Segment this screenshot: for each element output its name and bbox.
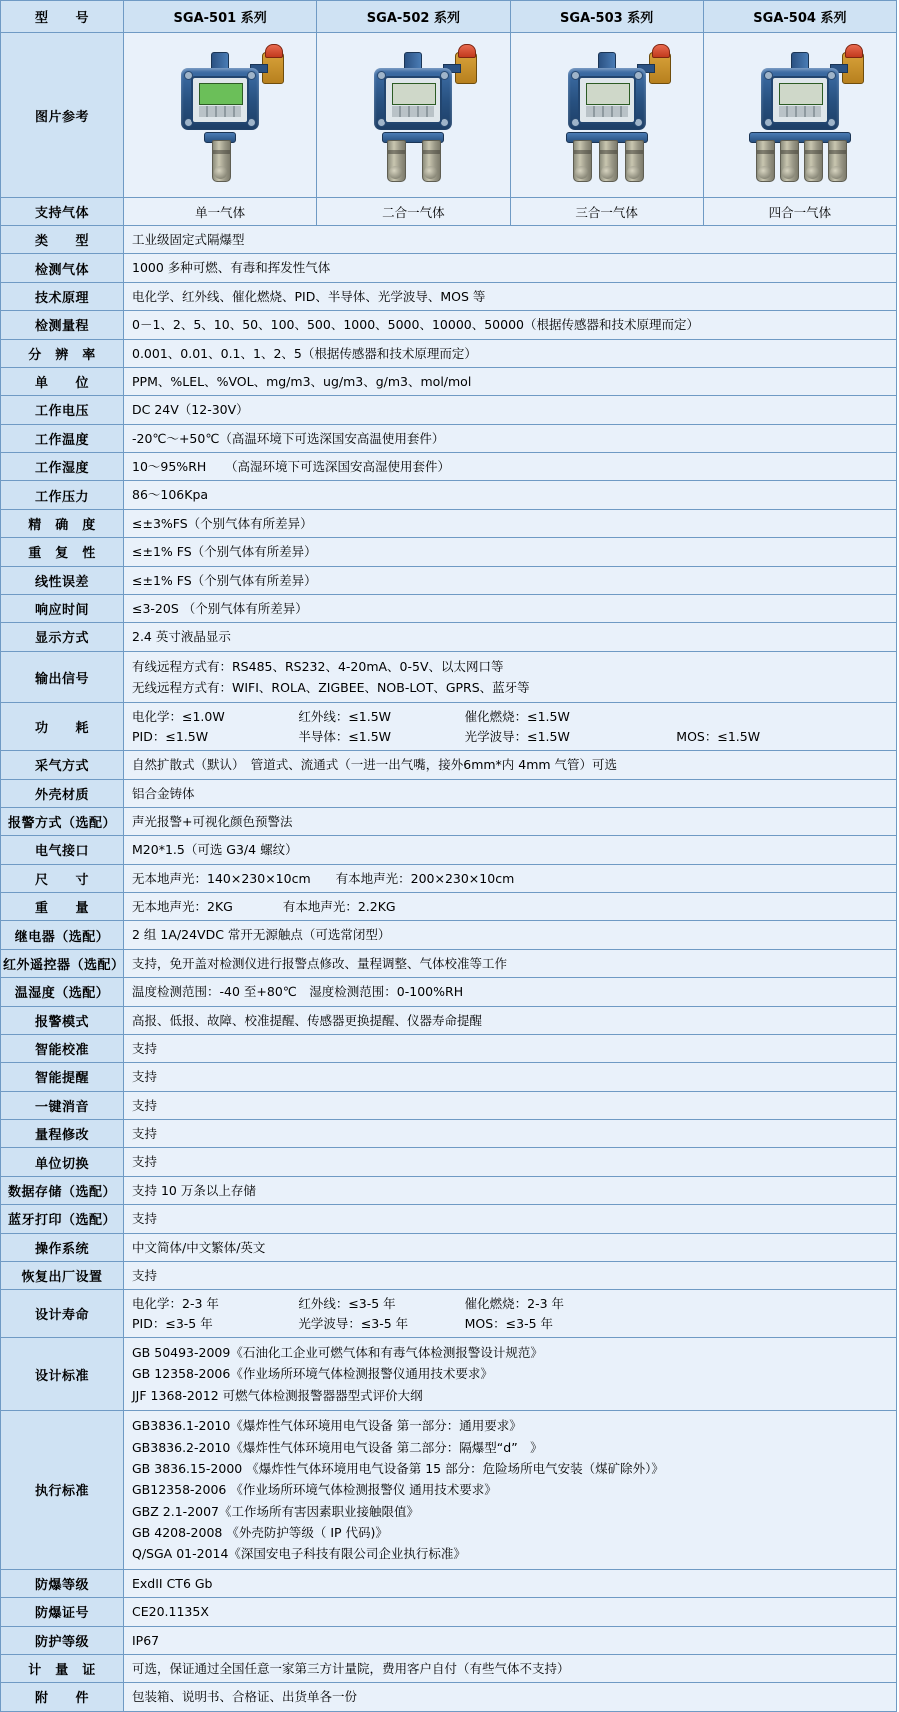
- spec-label: 温湿度（选配）: [1, 978, 124, 1006]
- supported-gas-3: 三合一气体: [510, 198, 703, 226]
- spec-row: [1, 594, 897, 622]
- spec-label: 检测量程: [1, 311, 124, 339]
- spec-label: 智能校准: [1, 1034, 124, 1062]
- life-item: 催化燃烧：2-3 年: [464, 1296, 565, 1312]
- design-standard-value: [124, 1338, 897, 1411]
- spec-value: 支持: [124, 1091, 897, 1119]
- spec-row: [1, 1205, 897, 1233]
- spec-label: 计 量 证: [1, 1654, 124, 1682]
- power-value: [124, 703, 897, 751]
- detector-illustration-1: [140, 40, 300, 190]
- spec-value: 2.4 英寸液晶显示: [124, 623, 897, 651]
- spec-value: 包装箱、说明书、合格证、出货单各一份: [124, 1683, 897, 1711]
- spec-value: 无本地声光：140×230×10cm 有本地声光：200×230×10cm: [124, 864, 897, 892]
- spec-row: [1, 1006, 897, 1034]
- spec-label: 红外遥控器（选配）: [1, 949, 124, 977]
- spec-row: [1, 311, 897, 339]
- product-image-3: [510, 33, 703, 198]
- spec-value: 高报、低报、故障、校准提醒、传感器更换提醒、仪器寿命提醒: [124, 1006, 897, 1034]
- spec-value: 铝合金铸体: [124, 779, 897, 807]
- spec-label: 报警模式: [1, 1006, 124, 1034]
- power-item: PID：≤1.5W: [132, 728, 209, 744]
- life-item: 红外线：≤3-5 年: [298, 1296, 396, 1312]
- spec-value: ≤±1% FS（个别气体有所差异）: [124, 538, 897, 566]
- image-row: [1, 33, 897, 198]
- spec-row: [1, 226, 897, 254]
- spec-label: 防爆证号: [1, 1598, 124, 1626]
- power-item: MOS：≤1.5W: [676, 728, 761, 744]
- spec-label: 分 辨 率: [1, 339, 124, 367]
- spec-label: 外壳材质: [1, 779, 124, 807]
- standard-line: GB 12358-2006《作业场所环境气体检测报警仪通用技术要求》: [132, 1366, 493, 1382]
- life-item: 电化学：2-3 年: [132, 1296, 219, 1312]
- spec-row: [1, 453, 897, 481]
- spec-label: 操作系统: [1, 1233, 124, 1261]
- spec-value: 0－1、2、5、10、50、100、500、1000、5000、10000、50000（根据传感器和技术原理而定）: [124, 311, 897, 339]
- spec-label: 工作压力: [1, 481, 124, 509]
- spec-label: 防护等级: [1, 1626, 124, 1654]
- supported-gas-row: [1, 198, 897, 226]
- spec-label: 工作温度: [1, 424, 124, 452]
- spec-label: 类 型: [1, 226, 124, 254]
- spec-label: 尺 寸: [1, 864, 124, 892]
- spec-value: CE20.1135X: [124, 1598, 897, 1626]
- spec-label: 电气接口: [1, 836, 124, 864]
- spec-row: [1, 623, 897, 651]
- spec-row: [1, 1626, 897, 1654]
- spec-value: ≤±3%FS（个别气体有所差异）: [124, 509, 897, 537]
- life-item: PID：≤3-5 年: [132, 1315, 213, 1331]
- supported-gas-2: 二合一气体: [317, 198, 510, 226]
- spec-row: [1, 1654, 897, 1682]
- power-row: [1, 703, 897, 751]
- output-line-wired: 有线远程方式有：RS485、RS232、4-20mA、0-5V、以太网口等: [132, 658, 504, 674]
- spec-value: 2 组 1A/24VDC 常开无源触点（可选常闭型）: [124, 921, 897, 949]
- spec-row: [1, 949, 897, 977]
- spec-label: 检测气体: [1, 254, 124, 282]
- power-item: 催化燃烧：≤1.5W: [464, 709, 570, 725]
- spec-label: 线性误差: [1, 566, 124, 594]
- spec-value: DC 24V（12-30V）: [124, 396, 897, 424]
- supported-gas-1: 单一气体: [124, 198, 317, 226]
- spec-row: [1, 1063, 897, 1091]
- standard-line: GB 3836.15-2000 《爆炸性气体环境用电气设备第 15 部分：危险场所电气安装（煤矿除外）》: [132, 1460, 664, 1476]
- detector-illustration-4: [720, 40, 880, 190]
- spec-label: 防爆等级: [1, 1569, 124, 1597]
- spec-label: 技术原理: [1, 282, 124, 310]
- design-life-value: [124, 1290, 897, 1338]
- spec-row: [1, 424, 897, 452]
- spec-row: [1, 1091, 897, 1119]
- spec-value: 可选，保证通过全国任意一家第三方计量院，费用客户自付（有些气体不支持）: [124, 1654, 897, 1682]
- spec-value: 电化学、红外线、催化燃烧、PID、半导体、光学波导、MOS 等: [124, 282, 897, 310]
- spec-label: 单位切换: [1, 1148, 124, 1176]
- spec-row: [1, 566, 897, 594]
- standard-line: GB 50493-2009《石油化工企业可燃气体和有毒气体检测报警设计规范》: [132, 1345, 543, 1360]
- detector-illustration-3: [527, 40, 687, 190]
- execution-standard-label: 执行标准: [1, 1411, 124, 1570]
- execution-standard-row: [1, 1411, 897, 1570]
- spec-row: [1, 1120, 897, 1148]
- standard-line: GBZ 2.1-2007《工作场所有害因素职业接触限值》: [132, 1503, 420, 1519]
- spec-value: 自然扩散式（默认） 管道式、流通式（一进一出气嘴，接外6mm*内 4mm 气管）可选: [124, 751, 897, 779]
- spec-value: 支持 10 万条以上存储: [124, 1176, 897, 1204]
- spec-row: [1, 1233, 897, 1261]
- design-life-label: 设计寿命: [1, 1290, 124, 1338]
- design-life-row: [1, 1290, 897, 1338]
- power-item: 红外线：≤1.5W: [298, 709, 392, 725]
- spec-row: [1, 1176, 897, 1204]
- design-standard-label: 设计标准: [1, 1338, 124, 1411]
- spec-row: [1, 396, 897, 424]
- spec-label: 报警方式（选配）: [1, 807, 124, 835]
- table-header-row: [1, 1, 897, 33]
- spec-row: [1, 864, 897, 892]
- spec-row: [1, 893, 897, 921]
- spec-value: 86～106Kpa: [124, 481, 897, 509]
- standard-line: GB3836.1-2010《爆炸性气体环境用电气设备 第一部分：通用要求》: [132, 1418, 522, 1434]
- spec-row: [1, 836, 897, 864]
- life-item: MOS：≤3-5 年: [464, 1315, 554, 1331]
- spec-row: [1, 1261, 897, 1289]
- product-image-4: [703, 33, 896, 198]
- spec-row: [1, 254, 897, 282]
- life-item: 光学波导：≤3-5 年: [298, 1315, 409, 1331]
- spec-value: 中文简体/中文繁体/英文: [124, 1233, 897, 1261]
- spec-value: 支持: [124, 1148, 897, 1176]
- product-image-1: [124, 33, 317, 198]
- power-item: [676, 707, 888, 726]
- output-signal-row: [1, 651, 897, 703]
- design-standard-row: [1, 1338, 897, 1411]
- output-line-wireless: 无线远程方式有：WIFI、ROLA、ZIGBEE、NOB-LOT、GPRS、蓝牙等: [132, 680, 530, 695]
- spec-value: 支持: [124, 1063, 897, 1091]
- model-header-4: SGA-504 系列: [703, 1, 896, 33]
- spec-value: 声光报警+可视化颜色预警法: [124, 807, 897, 835]
- execution-standard-value: [124, 1411, 897, 1570]
- spec-label: 附 件: [1, 1683, 124, 1711]
- spec-row: [1, 1598, 897, 1626]
- spec-row: [1, 509, 897, 537]
- detector-illustration-2: [333, 40, 493, 190]
- standard-line: JJF 1368-2012 可燃气体检测报警器器型式评价大纲: [132, 1387, 423, 1403]
- spec-label: 采气方式: [1, 751, 124, 779]
- spec-label: 工作电压: [1, 396, 124, 424]
- spec-row: [1, 1148, 897, 1176]
- spec-row: [1, 339, 897, 367]
- spec-value: 支持: [124, 1034, 897, 1062]
- spec-value: ExdII CT6 Gb: [124, 1569, 897, 1597]
- spec-row: [1, 1683, 897, 1711]
- model-header-1: SGA-501 系列: [124, 1, 317, 33]
- product-image-2: [317, 33, 510, 198]
- standard-line: Q/SGA 01-2014《深国安电子科技有限公司企业执行标准》: [132, 1546, 466, 1562]
- standard-line: GB3836.2-2010《爆炸性气体环境用电气设备 第二部分：隔爆型“d” 》: [132, 1439, 543, 1455]
- spec-value: ≤±1% FS（个别气体有所差异）: [124, 566, 897, 594]
- spec-value: 支持: [124, 1205, 897, 1233]
- spec-value: -20℃～+50℃（高温环境下可选深国安高温使用套件）: [124, 424, 897, 452]
- spec-value: M20*1.5（可选 G3/4 螺纹）: [124, 836, 897, 864]
- power-item: 半导体：≤1.5W: [298, 728, 392, 744]
- spec-row: [1, 978, 897, 1006]
- spec-label: 单 位: [1, 367, 124, 395]
- spec-label: 重 复 性: [1, 538, 124, 566]
- spec-value: 支持: [124, 1120, 897, 1148]
- spec-row: [1, 779, 897, 807]
- spec-value: IP67: [124, 1626, 897, 1654]
- spec-label: 恢复出厂设置: [1, 1261, 124, 1289]
- spec-value: PPM、%LEL、%VOL、mg/m3、ug/m3、g/m3、mol/mol: [124, 367, 897, 395]
- spec-value: 支持: [124, 1261, 897, 1289]
- spec-value: 1000 多种可燃、有毒和挥发性气体: [124, 254, 897, 282]
- supported-gas-4: 四合一气体: [703, 198, 896, 226]
- spec-label: 显示方式: [1, 623, 124, 651]
- spec-value: 温度检测范围：-40 至+80℃ 湿度检测范围：0-100%RH: [124, 978, 897, 1006]
- spec-row: [1, 538, 897, 566]
- spec-row: [1, 921, 897, 949]
- supported-gas-label: 支持气体: [1, 198, 124, 226]
- power-item: 电化学：≤1.0W: [132, 709, 225, 725]
- spec-row: [1, 807, 897, 835]
- spec-row: [1, 481, 897, 509]
- spec-row: [1, 282, 897, 310]
- spec-label: 响应时间: [1, 594, 124, 622]
- output-signal-value: [124, 651, 897, 703]
- spec-label: 智能提醒: [1, 1063, 124, 1091]
- spec-value: 10～95%RH （高湿环境下可选深国安高湿使用套件）: [124, 453, 897, 481]
- output-signal-label: 输出信号: [1, 651, 124, 703]
- header-label: 型 号: [1, 1, 124, 33]
- spec-value: ≤3-20S （个别气体有所差异）: [124, 594, 897, 622]
- spec-row: [1, 1569, 897, 1597]
- life-item: [676, 1294, 888, 1313]
- life-item: [676, 1314, 888, 1333]
- power-label: 功 耗: [1, 703, 124, 751]
- spec-label: 精 确 度: [1, 509, 124, 537]
- model-header-2: SGA-502 系列: [317, 1, 510, 33]
- spec-row: [1, 367, 897, 395]
- spec-label: 重 量: [1, 893, 124, 921]
- spec-value: 无本地声光：2KG 有本地声光：2.2KG: [124, 893, 897, 921]
- image-row-label: 图片参考: [1, 33, 124, 198]
- spec-row: [1, 1034, 897, 1062]
- spec-value: 支持，免开盖对检测仪进行报警点修改、量程调整、气体校准等工作: [124, 949, 897, 977]
- model-header-3: SGA-503 系列: [510, 1, 703, 33]
- spec-label: 量程修改: [1, 1120, 124, 1148]
- spec-label: 数据存储（选配）: [1, 1176, 124, 1204]
- spec-label: 工作湿度: [1, 453, 124, 481]
- standard-line: GB 4208-2008 《外壳防护等级（ IP 代码)》: [132, 1525, 388, 1540]
- spec-label: 继电器（选配）: [1, 921, 124, 949]
- power-item: 光学波导：≤1.5W: [464, 728, 570, 744]
- spec-row: [1, 751, 897, 779]
- spec-label: 一键消音: [1, 1091, 124, 1119]
- standard-line: GB12358-2006 《作业场所环境气体检测报警仪 通用技术要求》: [132, 1482, 497, 1498]
- spec-value: 0.001、0.01、0.1、1、2、5（根据传感器和技术原理而定）: [124, 339, 897, 367]
- spec-label: 蓝牙打印（选配）: [1, 1205, 124, 1233]
- spec-value: 工业级固定式隔爆型: [124, 226, 897, 254]
